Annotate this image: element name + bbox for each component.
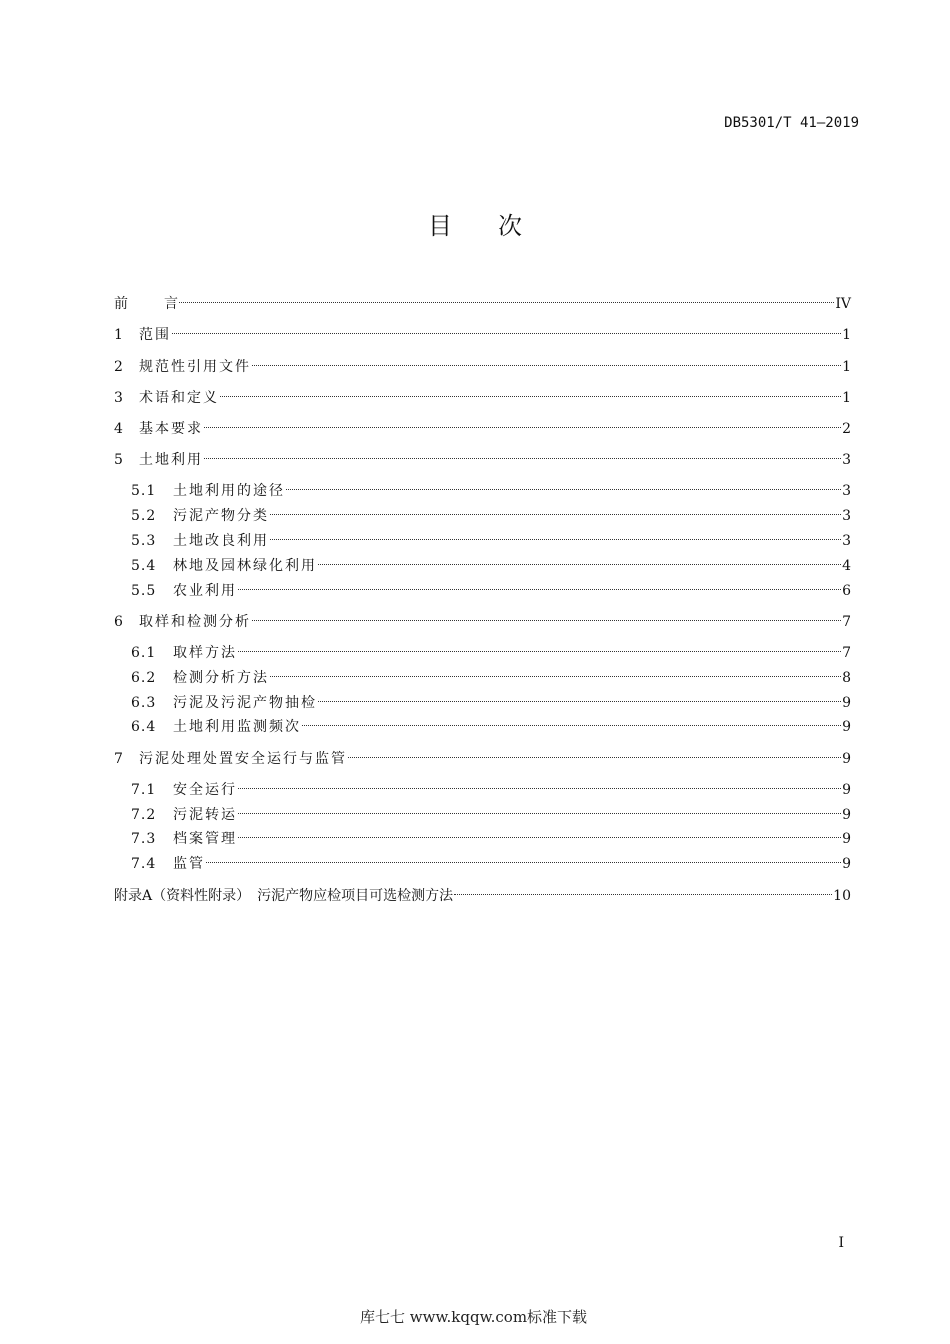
toc-entry-label: 污泥产物分类 [173, 508, 269, 524]
toc-entry-label: 安全运行 [173, 782, 237, 798]
toc-entry-number: 7.2 [131, 807, 157, 823]
dot-leader [238, 772, 841, 794]
toc-entry-number: 5 [114, 452, 123, 468]
toc-subentry[interactable] [131, 797, 851, 823]
toc-entry-number: 5.5 [131, 583, 157, 599]
toc-entry-page: 3 [842, 533, 851, 549]
toc-entry[interactable] [114, 442, 851, 468]
toc-entry-label: 污泥处理处置安全运行与监管 [139, 751, 347, 767]
toc-subentry[interactable] [131, 772, 851, 798]
toc-entry-label: 土地利用监测频次 [173, 719, 301, 735]
toc-entry-page: 9 [842, 856, 851, 872]
toc-entry-page: 9 [842, 807, 851, 823]
toc-entry-number: 7.3 [131, 831, 157, 847]
dot-leader [238, 573, 841, 595]
dot-leader [270, 523, 841, 545]
toc-entry-page: 1 [842, 359, 851, 375]
toc-entry-page: 1 [842, 327, 851, 343]
toc-entry-label: 污泥转运 [173, 807, 237, 823]
toc-entry-number: 7.4 [131, 856, 157, 872]
watermark: 库七七 www.kqqw.com标准下载 [360, 1308, 588, 1326]
toc-entry[interactable] [114, 317, 851, 343]
toc-subentry[interactable] [131, 660, 851, 686]
toc-entry-number: 7 [114, 751, 123, 767]
toc-entry-number: 6.4 [131, 719, 157, 735]
toc-entry-page: 1 [842, 390, 851, 406]
toc-entry-number: 5.3 [131, 533, 157, 549]
toc-entry-foreword[interactable] [114, 286, 851, 312]
toc-entry[interactable] [114, 741, 851, 767]
toc-entry-page: 8 [842, 670, 851, 686]
toc-subentry[interactable] [131, 709, 851, 735]
toc-entry-number: 1 [114, 327, 123, 343]
title-char-1: 目 [428, 212, 452, 240]
toc-subentry[interactable] [131, 573, 851, 599]
toc-entry-page: 3 [842, 508, 851, 524]
toc-entry[interactable] [114, 411, 851, 437]
page-title [0, 206, 950, 241]
toc-entry-number: 4 [114, 421, 123, 437]
toc-entry-label: 土地改良利用 [173, 533, 269, 549]
toc-entry-page: 9 [842, 751, 851, 767]
dot-leader [348, 741, 841, 763]
toc-entry-label: 规范性引用文件 [139, 359, 251, 375]
toc-entry-label: 附录A（资料性附录） 污泥产物应检项目可选检测方法 [114, 888, 454, 904]
toc-entry[interactable] [114, 349, 851, 375]
toc-entry-label: 农业利用 [173, 583, 237, 599]
toc-entry-label: 土地利用的途径 [173, 483, 285, 499]
toc-entry-page: 3 [842, 483, 851, 499]
toc-subentry[interactable] [131, 548, 851, 574]
dot-leader [270, 660, 841, 682]
dot-leader [238, 797, 841, 819]
toc-entry-page: 9 [842, 831, 851, 847]
dot-leader [252, 349, 841, 371]
dot-leader [286, 473, 841, 495]
dot-leader [302, 709, 841, 731]
toc-entry-page: 9 [842, 719, 851, 735]
toc-entry-number: 5.1 [131, 483, 157, 499]
toc-entry-label: 监管 [173, 856, 205, 872]
dot-leader [318, 685, 841, 707]
toc-subentry[interactable] [131, 821, 851, 847]
toc-subentry[interactable] [131, 846, 851, 872]
toc-entry-page: 10 [833, 888, 851, 904]
toc-entry-number: 5.4 [131, 558, 157, 574]
dot-leader [318, 548, 841, 570]
toc-subentry[interactable] [131, 498, 851, 524]
toc-entry-page: 3 [842, 452, 851, 468]
toc-entry-number: 6.1 [131, 645, 157, 661]
toc-entry-number: 3 [114, 390, 123, 406]
toc-entry-label: 取样方法 [173, 645, 237, 661]
toc-entry-label: 术语和定义 [139, 390, 219, 406]
dot-leader [172, 317, 841, 339]
toc-entry-label: 档案管理 [173, 831, 237, 847]
toc-subentry[interactable] [131, 473, 851, 499]
toc-entry-number: 6.3 [131, 695, 157, 711]
dot-leader [179, 286, 834, 308]
toc-entry-page: 7 [842, 614, 851, 630]
toc-entry-page: 9 [842, 695, 851, 711]
toc-entry-label: 检测分析方法 [173, 670, 269, 686]
toc-entry-page: 2 [842, 421, 851, 437]
dot-leader [252, 604, 841, 626]
toc-entry-label: 基本要求 [139, 421, 203, 437]
toc-entry[interactable] [114, 604, 851, 630]
toc-entry-number: 2 [114, 359, 123, 375]
toc-entry-page: 9 [842, 782, 851, 798]
toc-entry-page: 4 [842, 558, 851, 574]
toc-entry-number: 5.2 [131, 508, 157, 524]
toc-entry-label: 林地及园林绿化利用 [173, 558, 317, 574]
title-char-2: 次 [498, 212, 522, 240]
toc-subentry[interactable] [131, 685, 851, 711]
standard-code: DB5301/T 41—2019 [724, 115, 859, 131]
toc-entry-label: 前 言 [114, 296, 178, 312]
toc-entry-page: IV [835, 296, 851, 312]
toc-entry-appendix[interactable] [114, 878, 851, 904]
dot-leader [220, 380, 841, 402]
toc-entry-page: 6 [842, 583, 851, 599]
dot-leader [238, 635, 841, 657]
toc-subentry[interactable] [131, 523, 851, 549]
dot-leader [238, 821, 841, 843]
dot-leader [270, 498, 841, 520]
dot-leader [454, 878, 832, 900]
toc-entry-number: 6.2 [131, 670, 157, 686]
toc-entry-number: 7.1 [131, 782, 157, 798]
page-number: I [838, 1235, 844, 1251]
toc-entry-page: 7 [842, 645, 851, 661]
toc-entry-label: 取样和检测分析 [139, 614, 251, 630]
toc-entry-label: 土地利用 [139, 452, 203, 468]
toc-entry[interactable] [114, 380, 851, 406]
dot-leader [204, 442, 841, 464]
toc-entry-label: 范围 [139, 327, 171, 343]
dot-leader [206, 846, 841, 868]
toc-subentry[interactable] [131, 635, 851, 661]
toc-entry-number: 6 [114, 614, 123, 630]
dot-leader [204, 411, 841, 433]
toc-entry-label: 污泥及污泥产物抽检 [173, 695, 317, 711]
